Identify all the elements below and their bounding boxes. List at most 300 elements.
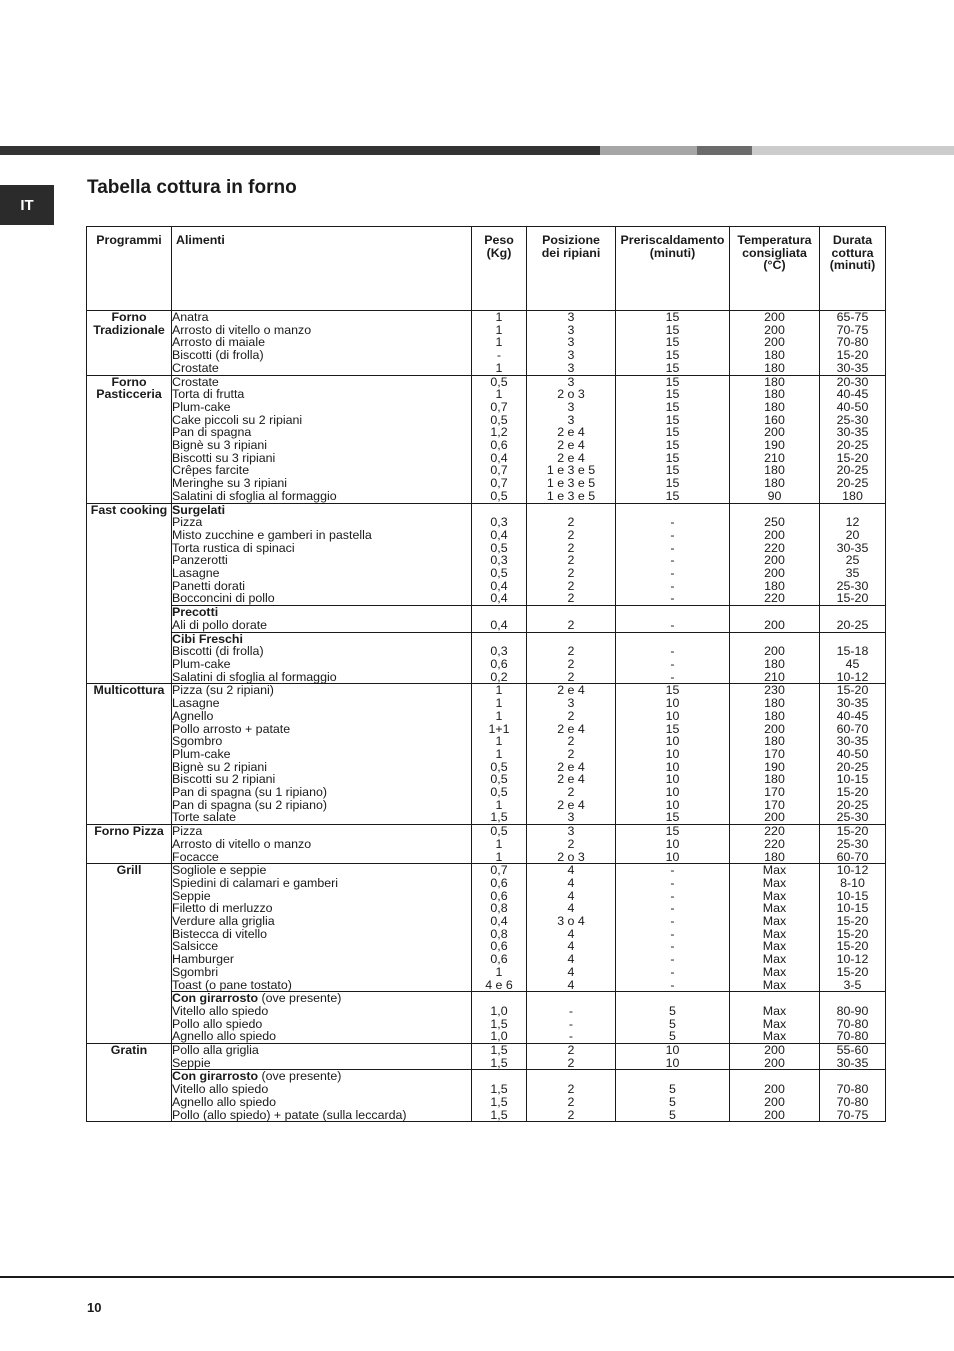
food-item: Pollo alla griglia xyxy=(172,1043,259,1058)
value: 0,6 xyxy=(490,656,508,671)
value: 3 xyxy=(567,360,575,375)
value: 1 xyxy=(495,387,503,402)
shelf-cell xyxy=(527,1070,616,1122)
food-item: Toast (o pane tostato) xyxy=(172,977,292,992)
shelf-cell xyxy=(527,632,616,684)
food-item: Pan di spagna xyxy=(172,425,252,440)
header-bar-mid xyxy=(697,146,752,155)
value: 4 xyxy=(567,926,575,941)
value: 0,5 xyxy=(490,772,508,787)
value: 3-5 xyxy=(843,977,862,992)
preheat-cell xyxy=(616,606,730,632)
value: 3 xyxy=(567,810,575,825)
food-cell xyxy=(172,606,472,632)
value: 10 xyxy=(665,708,680,723)
weight-cell xyxy=(472,375,527,503)
value: 0,4 xyxy=(490,914,508,929)
header-text: (Kg) xyxy=(486,245,512,260)
value: Max xyxy=(762,926,787,941)
value: 180 xyxy=(764,708,785,723)
value: 30-35 xyxy=(836,734,869,749)
value: - xyxy=(568,1003,574,1018)
table-row xyxy=(87,684,886,825)
value: 30-35 xyxy=(836,360,869,375)
preheat-cell xyxy=(616,992,730,1044)
value: 90 xyxy=(767,488,782,503)
value: 200 xyxy=(764,1094,785,1109)
value: 15-20 xyxy=(836,450,869,465)
value: 20-25 xyxy=(836,438,869,453)
food-item: Agnello allo spiedo xyxy=(172,1029,277,1044)
value: 2 o 3 xyxy=(557,387,585,402)
duration-cell xyxy=(820,684,886,825)
program-label: Grill xyxy=(116,863,142,878)
temperature-cell xyxy=(730,503,820,606)
value: 30-35 xyxy=(836,1055,869,1070)
value: 180 xyxy=(764,360,785,375)
bottom-rule xyxy=(0,1276,954,1278)
value: 0,5 xyxy=(490,824,508,839)
temperature-cell xyxy=(730,1070,820,1122)
value: 70-75 xyxy=(836,1107,869,1122)
value: 10 xyxy=(665,1043,680,1058)
program-label: Fast cooking xyxy=(90,502,168,517)
value: 15 xyxy=(665,450,680,465)
value: 45 xyxy=(845,656,860,671)
weight-cell xyxy=(472,992,527,1044)
value: 0,6 xyxy=(490,888,508,903)
food-item: Torte salate xyxy=(172,810,237,825)
value: 2 xyxy=(567,527,575,542)
value: 15-20 xyxy=(836,939,869,954)
value: 15 xyxy=(665,387,680,402)
food-subheader xyxy=(172,504,471,517)
value: 220 xyxy=(764,540,785,555)
food-item: Seppie xyxy=(172,1055,211,1070)
value: 5 xyxy=(669,1029,676,1044)
value: 4 xyxy=(567,977,575,992)
value: 55-60 xyxy=(836,1043,869,1058)
value: 180 xyxy=(764,463,785,478)
value: - xyxy=(670,964,675,979)
value: 4 xyxy=(567,888,575,903)
value: 1 xyxy=(495,335,503,350)
food-item: Crostate xyxy=(172,360,219,375)
value: 2 xyxy=(567,656,575,671)
value: 2 xyxy=(567,578,575,593)
value: 10 xyxy=(665,696,680,711)
value: 0,6 xyxy=(490,438,508,453)
duration-cell xyxy=(820,1070,886,1122)
food-item: Salatini di sfoglia al formaggio xyxy=(172,669,337,684)
temperature-cell xyxy=(730,606,820,632)
duration-cell xyxy=(820,864,886,992)
food-item: Misto zucchine e gamberi in pastella xyxy=(172,527,372,542)
value: 0,7 xyxy=(490,399,508,414)
food-item: Pizza xyxy=(172,515,203,530)
weight-cell xyxy=(472,864,527,992)
value: 15-20 xyxy=(836,914,869,929)
value: - xyxy=(670,977,675,992)
food-item: Crostate xyxy=(172,374,219,389)
value: 1 xyxy=(495,797,503,812)
value: 15 xyxy=(665,399,680,414)
value: - xyxy=(670,926,675,941)
header-text: Preriscaldamento xyxy=(620,233,725,247)
value: 170 xyxy=(764,746,785,761)
program-name xyxy=(87,864,172,1044)
value: 1,5 xyxy=(490,1043,508,1058)
weight-cell xyxy=(472,825,527,864)
value: 1,5 xyxy=(490,1082,508,1097)
value: 200 xyxy=(764,322,785,337)
program-label: Gratin xyxy=(110,1043,148,1058)
value: 0,5 xyxy=(490,759,508,774)
value: 190 xyxy=(764,759,785,774)
value: 15 xyxy=(665,810,680,825)
value: 2 e 4 xyxy=(557,450,585,465)
table-row xyxy=(87,992,886,1044)
food-item: Torta rustica di spinaci xyxy=(172,540,295,555)
col-posizione-header xyxy=(527,227,616,311)
value: 1,5 xyxy=(490,1107,508,1122)
value: 160 xyxy=(764,412,785,427)
shelf-cell xyxy=(527,606,616,632)
value: 180 xyxy=(764,348,785,363)
value: 3 xyxy=(567,310,575,324)
food-item: Focacce xyxy=(172,849,219,864)
shelf-cell xyxy=(527,825,616,864)
value: - xyxy=(670,566,675,581)
weight-cell xyxy=(472,311,527,376)
value: 200 xyxy=(764,527,785,542)
spacer xyxy=(730,606,819,619)
value: 180 xyxy=(764,578,785,593)
food-item: Anatra xyxy=(172,310,209,324)
program-name xyxy=(87,311,172,376)
page-number: 10 xyxy=(87,1300,102,1315)
value: 0,5 xyxy=(490,785,508,800)
value: 210 xyxy=(764,450,785,465)
food-subheader-text: Cibi Freschi xyxy=(172,631,243,646)
food-item: Meringhe su 3 ripiani xyxy=(172,476,288,491)
duration-cell xyxy=(820,1044,886,1070)
table-row xyxy=(87,864,886,992)
preheat-cell xyxy=(616,825,730,864)
value: 1,5 xyxy=(490,810,508,825)
value: 2 e 4 xyxy=(557,759,585,774)
header-text: (minuti) xyxy=(649,245,696,260)
value: - xyxy=(670,901,675,916)
value: 20-25 xyxy=(836,476,869,491)
value: 40-45 xyxy=(836,708,869,723)
food-subheader-text: Surgelati xyxy=(172,502,226,517)
value: 0,3 xyxy=(490,515,508,530)
value: 10 xyxy=(665,746,680,761)
header-bar-dark xyxy=(0,146,600,155)
food-item: Biscotti (di frolla) xyxy=(172,644,264,659)
value: - xyxy=(670,578,675,593)
value: 1,2 xyxy=(490,425,508,440)
value: 3 xyxy=(567,399,575,414)
value: 2 xyxy=(567,734,575,749)
value: 2 xyxy=(567,617,575,632)
shelf-cell xyxy=(527,311,616,376)
value: 1,5 xyxy=(490,1055,508,1070)
value: 15-20 xyxy=(836,964,869,979)
value: 0,4 xyxy=(490,591,508,606)
value: 5 xyxy=(669,1082,676,1097)
header-text: Programmi xyxy=(96,233,162,247)
value: 10 xyxy=(665,849,680,864)
value: 10-12 xyxy=(836,952,869,967)
value: 10 xyxy=(665,1055,680,1070)
value: Max xyxy=(762,952,787,967)
header-text: (minuti) xyxy=(829,258,876,273)
header-text: Peso xyxy=(484,233,514,247)
value: - xyxy=(670,617,675,632)
food-subheader-note: (ove presente) xyxy=(258,991,342,1006)
value: 1 xyxy=(495,683,503,698)
value: 10 xyxy=(665,836,680,851)
temperature-cell xyxy=(730,311,820,376)
value: 40-45 xyxy=(836,387,869,402)
value: 3 xyxy=(567,348,575,363)
duration-cell xyxy=(820,375,886,503)
value: 3 xyxy=(567,824,575,839)
value: 15-20 xyxy=(836,683,869,698)
value: 220 xyxy=(764,836,785,851)
food-subheader-text: Precotti xyxy=(172,605,219,620)
value: 0,7 xyxy=(490,863,508,878)
value: 200 xyxy=(764,1055,785,1070)
duration-cell xyxy=(820,632,886,684)
value: 0,4 xyxy=(490,617,508,632)
value: 25-30 xyxy=(836,578,869,593)
value: 80-90 xyxy=(836,1003,869,1018)
temperature-cell xyxy=(730,864,820,992)
weight-cell xyxy=(472,684,527,825)
value: 0,2 xyxy=(490,669,508,684)
food-cell xyxy=(172,864,472,992)
value: 0,6 xyxy=(490,939,508,954)
value: 35 xyxy=(845,566,860,581)
value: 200 xyxy=(764,810,785,825)
food-item: Arrosto di vitello o manzo xyxy=(172,322,312,337)
value: 1,5 xyxy=(490,1016,508,1031)
value: 1 xyxy=(495,849,503,864)
language-tab: IT xyxy=(0,185,54,225)
value: 15 xyxy=(665,360,680,375)
header-text: consigliata xyxy=(742,245,807,260)
shelf-cell xyxy=(527,864,616,992)
weight-cell xyxy=(472,1044,527,1070)
value: 0,6 xyxy=(490,952,508,967)
value: - xyxy=(670,888,675,903)
value: 3 xyxy=(567,335,575,350)
temperature-cell xyxy=(730,825,820,864)
value: - xyxy=(496,348,502,363)
value: 15 xyxy=(665,335,680,350)
value: 0,3 xyxy=(490,644,508,659)
value: - xyxy=(670,644,675,659)
value: 15 xyxy=(665,310,680,324)
food-item: Panetti dorati xyxy=(172,578,246,593)
program-name xyxy=(87,1044,172,1122)
value: Max xyxy=(762,977,787,992)
food-item: Biscotti (di frolla) xyxy=(172,348,264,363)
value: 200 xyxy=(764,425,785,440)
value: - xyxy=(670,591,675,606)
table-row xyxy=(87,1070,886,1122)
food-item: Bocconcini di pollo xyxy=(172,591,275,606)
value: 15 xyxy=(665,438,680,453)
value: 15-18 xyxy=(836,644,869,659)
header-text: (°C) xyxy=(763,258,786,273)
value: 0,3 xyxy=(490,553,508,568)
value: - xyxy=(568,1016,574,1031)
value: 70-75 xyxy=(836,322,869,337)
food-item: Sgombro xyxy=(172,734,223,749)
food-item: Crêpes farcite xyxy=(172,463,250,478)
value: 1,0 xyxy=(490,1029,508,1044)
value: 0,5 xyxy=(490,540,508,555)
value: 220 xyxy=(764,824,785,839)
value: 40-50 xyxy=(836,746,869,761)
value: 2 e 4 xyxy=(557,797,585,812)
food-item: Salatini di sfoglia al formaggio xyxy=(172,488,337,503)
food-subheader-text: Con girarrosto xyxy=(172,991,259,1006)
value: 200 xyxy=(764,553,785,568)
duration-cell xyxy=(820,606,886,632)
food-subheader-text: Con girarrosto xyxy=(172,1069,259,1084)
food-item: Bignè su 3 ripiani xyxy=(172,438,268,453)
spacer xyxy=(527,606,615,619)
value: 25 xyxy=(845,553,860,568)
value: Max xyxy=(762,914,787,929)
col-durata-header xyxy=(820,227,886,311)
food-cell xyxy=(172,503,472,606)
value: 1 xyxy=(495,322,503,337)
value: 20-25 xyxy=(836,463,869,478)
value: 2 xyxy=(567,708,575,723)
food-item: Agnello xyxy=(172,708,214,723)
food-item: Bignè su 2 ripiani xyxy=(172,759,268,774)
value: 180 xyxy=(764,734,785,749)
value: 170 xyxy=(764,797,785,812)
value: 2 e 4 xyxy=(557,438,585,453)
value: 15-20 xyxy=(836,591,869,606)
value: Max xyxy=(762,875,787,890)
spacer xyxy=(820,606,885,619)
value: Max xyxy=(762,901,787,916)
value: - xyxy=(670,914,675,929)
value: 1 xyxy=(495,746,503,761)
food-item: Torta di frutta xyxy=(172,387,245,402)
value: Max xyxy=(762,1016,787,1031)
value: 1 xyxy=(495,696,503,711)
value: 1 e 3 e 5 xyxy=(546,463,596,478)
value: 4 xyxy=(567,875,575,890)
value: 12 xyxy=(845,515,860,530)
value: 180 xyxy=(764,772,785,787)
food-item: Cake piccoli su 2 ripiani xyxy=(172,412,303,427)
value: 2 xyxy=(567,1107,575,1122)
food-item: Pizza (su 2 ripiani) xyxy=(172,683,274,698)
value: 70-80 xyxy=(836,1016,869,1031)
preheat-cell xyxy=(616,503,730,606)
value: 200 xyxy=(764,310,785,324)
table-row xyxy=(87,503,886,606)
value: 1 e 3 e 5 xyxy=(546,488,596,503)
food-subheader xyxy=(172,606,471,619)
food-item: Panzerotti xyxy=(172,553,228,568)
weight-cell xyxy=(472,503,527,606)
spacer xyxy=(616,606,729,619)
food-item: Pollo arrosto + patate xyxy=(172,721,291,736)
table-row xyxy=(87,825,886,864)
food-item: Agnello allo spiedo xyxy=(172,1094,277,1109)
food-item: Seppie xyxy=(172,888,211,903)
value: 4 xyxy=(567,939,575,954)
value: 2 e 4 xyxy=(557,425,585,440)
value: 1 xyxy=(495,708,503,723)
temperature-cell xyxy=(730,1044,820,1070)
food-item: Arrosto di maiale xyxy=(172,335,265,350)
cooking-table xyxy=(86,226,886,1122)
food-item: Arrosto di vitello o manzo xyxy=(172,836,312,851)
col-peso-header xyxy=(472,227,527,311)
value: 2 xyxy=(567,1094,575,1109)
preheat-cell xyxy=(616,684,730,825)
value: 15 xyxy=(665,322,680,337)
value: - xyxy=(670,863,675,878)
preheat-cell xyxy=(616,864,730,992)
food-cell xyxy=(172,825,472,864)
value: 180 xyxy=(842,488,863,503)
value: 2 xyxy=(567,836,575,851)
value: - xyxy=(670,952,675,967)
value: 210 xyxy=(764,669,785,684)
header-text: Alimenti xyxy=(176,233,225,247)
duration-cell xyxy=(820,825,886,864)
food-cell xyxy=(172,311,472,376)
table-row xyxy=(87,606,886,632)
value: 10 xyxy=(665,785,680,800)
value: 1+1 xyxy=(488,721,510,736)
header-text: Temperatura xyxy=(737,233,812,247)
value: 0,4 xyxy=(490,578,508,593)
value: 2 xyxy=(567,591,575,606)
food-item: Plum-cake xyxy=(172,746,231,761)
food-item: Vitello allo spiedo xyxy=(172,1003,269,1018)
food-item: Sogliole e seppie xyxy=(172,863,267,878)
shelf-cell xyxy=(527,992,616,1044)
value: 10-12 xyxy=(836,863,869,878)
value: 2 xyxy=(567,1082,575,1097)
duration-cell xyxy=(820,503,886,606)
value: 5 xyxy=(669,1107,676,1122)
value: 2 xyxy=(567,553,575,568)
value: 220 xyxy=(764,591,785,606)
weight-cell xyxy=(472,606,527,632)
duration-cell xyxy=(820,992,886,1044)
value: 0,6 xyxy=(490,875,508,890)
value: 15 xyxy=(665,348,680,363)
food-item: Vitello allo spiedo xyxy=(172,1082,269,1097)
value: - xyxy=(670,875,675,890)
value: 30-35 xyxy=(836,425,869,440)
